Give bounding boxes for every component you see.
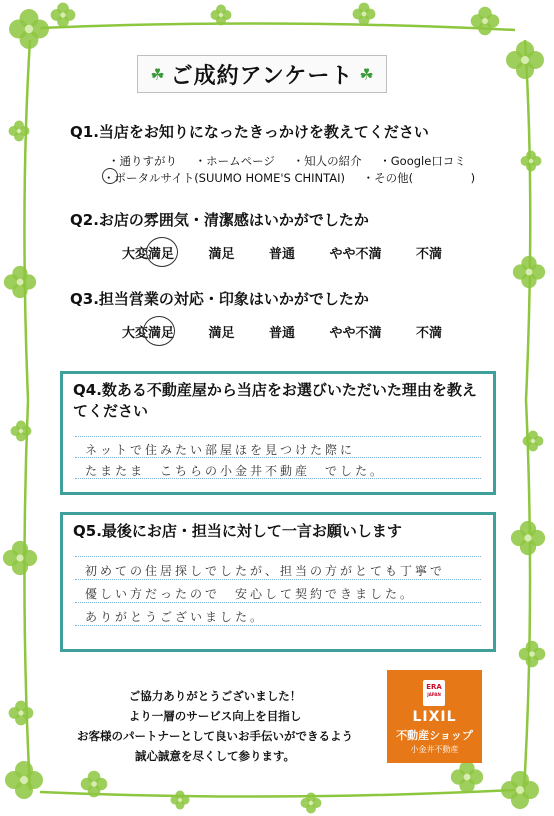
q1-option: ・その他( ) <box>362 171 476 185</box>
clover-icon <box>505 40 545 80</box>
clover-icon <box>450 760 484 794</box>
clover-icon <box>512 255 546 289</box>
page-title: ご成約アンケート <box>170 63 354 89</box>
q2-question: Q2.お店の雰囲気・清潔感はいかがでしたか <box>70 211 369 229</box>
rating-option: 満足 <box>208 326 235 341</box>
selection-circle <box>146 237 178 267</box>
title-box <box>137 55 387 93</box>
lixil-brand: LIXIL <box>412 709 457 725</box>
clover-icon <box>4 760 44 800</box>
q4-answer-line: ネットで住みたい部屋ほを見つけた際に <box>85 443 356 457</box>
clover-icon: ☘ <box>359 64 374 84</box>
q1-option: ・Google口コミ <box>379 154 466 168</box>
era-text: ERA <box>426 683 442 691</box>
era-sub-text: JAPAN <box>427 692 441 697</box>
q5-panel <box>60 512 496 652</box>
footer-line: ご協力ありがとうございました！ <box>128 689 302 703</box>
clover-icon <box>8 700 34 726</box>
lixil-shop-name: 不動産ショップ <box>396 729 473 742</box>
clover-icon <box>522 430 544 452</box>
q5-answer-line: ありがとうございました。 <box>85 610 266 624</box>
clover-icon <box>8 120 30 142</box>
q1-option: ・ポータルサイト(SUUMO HOME'S CHINTAI) <box>103 171 345 185</box>
answer-line <box>75 436 481 437</box>
q1-option: ・ホームページ <box>194 154 275 168</box>
clover-icon <box>470 6 500 36</box>
q1-option: ・通りすがり <box>108 154 177 168</box>
answer-line <box>75 579 481 580</box>
clover-icon <box>300 792 322 814</box>
clover-icon <box>500 770 540 810</box>
era-logo <box>423 680 445 706</box>
clover-icon <box>80 770 108 798</box>
clover-icon <box>518 640 546 668</box>
rating-option: 普通 <box>268 326 295 341</box>
rating-option: 不満 <box>415 247 442 262</box>
footer-message <box>70 686 360 766</box>
branch-name: 小金井不動産 <box>410 745 459 754</box>
q4-question: Q4.数ある不動産屋から当店をお選びいただいた理由を教えてください <box>73 381 477 420</box>
footer-line: 誠心誠意を尽くして参ります。 <box>134 749 296 763</box>
rating-option: 大変満足 <box>122 247 175 262</box>
clover-icon <box>352 2 376 26</box>
clover-icon <box>2 540 38 576</box>
q1-options-row2 <box>103 170 489 186</box>
clover-icon <box>170 790 190 810</box>
clover-icon <box>3 265 37 299</box>
answer-line <box>75 625 481 626</box>
footer-line: より一層のサービス向上を目指し <box>128 709 302 723</box>
clover-icon <box>10 420 32 442</box>
q1-options-row1 <box>108 153 480 169</box>
q4-answer-line: たまたま こちらの小金井不動産 でした。 <box>85 464 386 478</box>
clover-icon <box>510 520 546 556</box>
clover-icon <box>520 150 542 172</box>
q5-question: Q5.最後にお店・担当に対して一言お願いします <box>73 522 402 540</box>
clover-icon <box>210 4 232 26</box>
rating-option: 不満 <box>415 326 442 341</box>
q1-option: ・知人の紹介 <box>292 154 362 168</box>
lixil-logo <box>387 670 482 763</box>
rating-option: 満足 <box>208 247 235 262</box>
clover-icon <box>50 2 76 28</box>
selection-circle <box>143 316 175 346</box>
rating-option: 大変満足 <box>122 326 175 341</box>
rating-option: 普通 <box>268 247 295 262</box>
rating-option: やや不満 <box>329 247 382 262</box>
q5-answer-line: 初めての住居探しでしたが、担当の方がとても丁寧で <box>85 564 446 578</box>
clover-icon: ☘ <box>150 64 165 84</box>
q5-answer-line: 優しい方だったので 安心して契約できました。 <box>85 587 416 601</box>
answer-line <box>75 556 481 557</box>
footer-line: お客様のパートナーとして良いお手伝いができるよう <box>77 729 353 743</box>
clover-icon <box>8 8 50 50</box>
answer-line <box>75 602 481 603</box>
rating-option: やや不満 <box>329 326 382 341</box>
selection-circle <box>102 168 118 184</box>
q4-panel <box>60 371 496 495</box>
q3-question: Q3.担当営業の対応・印象はいかがでしたか <box>70 290 369 308</box>
q1-question: Q1.当店をお知りになったきっかけを教えてください <box>70 123 429 141</box>
